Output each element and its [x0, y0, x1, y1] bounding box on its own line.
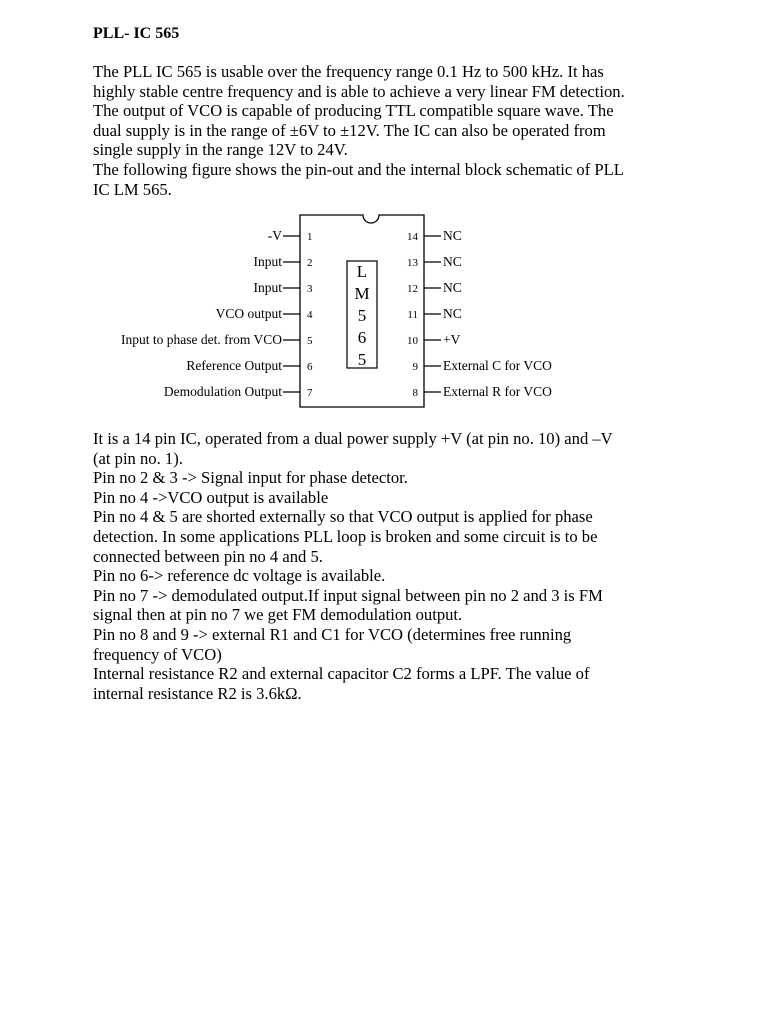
body-line: Internal resistance R2 and external capacitor C2 forms a LPF. The value of	[93, 664, 590, 684]
pin-number: 4	[307, 309, 313, 321]
pin-label: Input to phase det. from VCO	[121, 332, 282, 347]
pin-label: NC	[443, 306, 462, 321]
pin-number: 13	[407, 257, 418, 269]
pin-label: Demodulation Output	[163, 384, 282, 399]
right-pins	[407, 228, 552, 399]
pin-number: 3	[307, 283, 313, 295]
body-line: Pin no 6-> reference dc voltage is available.	[93, 566, 386, 586]
body-line: (at pin no. 1).	[93, 448, 183, 468]
intro-line: The PLL IC 565 is usable over the frequency range 0.1 Hz to 500 kHz. It has	[93, 62, 604, 81]
pin-label: NC	[443, 254, 462, 269]
body-line: detection. In some applications PLL loop is broken and some circuit is to be	[93, 526, 598, 546]
pin-label: Reference Output	[186, 358, 282, 373]
pin-number: 6	[307, 361, 313, 373]
pin-number: 1	[307, 231, 313, 243]
pin-number: 5	[307, 335, 313, 347]
pin-label: +V	[443, 332, 461, 347]
chip-letter: L	[356, 262, 368, 281]
pin-number: 7	[307, 387, 313, 399]
body-line: Pin no 2 & 3 -> Signal input for phase detector.	[93, 468, 408, 488]
pin-description-paragraph	[93, 429, 693, 703]
pin-label: External R for VCO	[443, 384, 552, 399]
intro-paragraph	[93, 62, 693, 199]
intro-line: highly stable centre frequency and is able to achieve a very linear FM detection.	[93, 81, 625, 101]
body-line: connected between pin no 4 and 5.	[93, 546, 323, 566]
pin-number: 10	[407, 335, 418, 347]
ic-pinout-diagram	[0, 210, 768, 410]
intro-line: single supply in the range 12V to 24V.	[93, 140, 348, 160]
pin-label: -V	[267, 228, 282, 243]
pin-number: 8	[412, 387, 418, 399]
pin-label: NC	[443, 228, 462, 243]
pin-label: Input	[253, 280, 282, 295]
pin-label: NC	[443, 280, 462, 295]
pin-label: VCO output	[215, 306, 282, 321]
body-line: Pin no 4 & 5 are shorted externally so that VCO output is applied for phase	[93, 507, 593, 527]
pin-label: Input	[253, 254, 282, 269]
left-pins	[121, 228, 313, 399]
intro-line: IC LM 565.	[93, 179, 172, 199]
intro-line: The output of VCO is capable of producing TTL compatible square wave. The	[93, 101, 614, 121]
chip-letter: 6	[357, 328, 367, 347]
pin-number: 12	[407, 283, 418, 295]
body-line: Pin no 4 ->VCO output is available	[93, 487, 329, 507]
pin-label: External C for VCO	[443, 358, 552, 373]
body-line: frequency of VCO)	[93, 644, 222, 664]
chip-letter: M	[354, 284, 370, 303]
pin-number: 14	[407, 231, 418, 243]
body-line: It is a 14 pin IC, operated from a dual power supply +V (at pin no. 10) and –V	[93, 429, 613, 448]
body-line: Pin no 7 -> demodulated output.If input signal between pin no 2 and 3 is FM	[93, 585, 603, 605]
chip-letter: 5	[357, 350, 367, 369]
pin-number: 9	[412, 361, 418, 373]
pin-number: 2	[307, 257, 313, 269]
body-line: internal resistance R2 is 3.6kΩ.	[93, 683, 302, 703]
body-line: signal then at pin no 7 we get FM demodulation output.	[93, 605, 463, 625]
intro-line: The following figure shows the pin-out and the internal block schematic of PLL	[93, 159, 624, 179]
pin-number: 11	[407, 309, 418, 321]
page-title: PLL- IC 565	[93, 25, 180, 42]
chip-letters	[354, 262, 369, 369]
intro-line: dual supply is in the range of ±6V to ±12V. The IC can also be operated from	[93, 120, 606, 140]
chip-letter: 5	[357, 306, 367, 325]
body-line: Pin no 8 and 9 -> external R1 and C1 for VCO (determines free running	[93, 624, 572, 644]
